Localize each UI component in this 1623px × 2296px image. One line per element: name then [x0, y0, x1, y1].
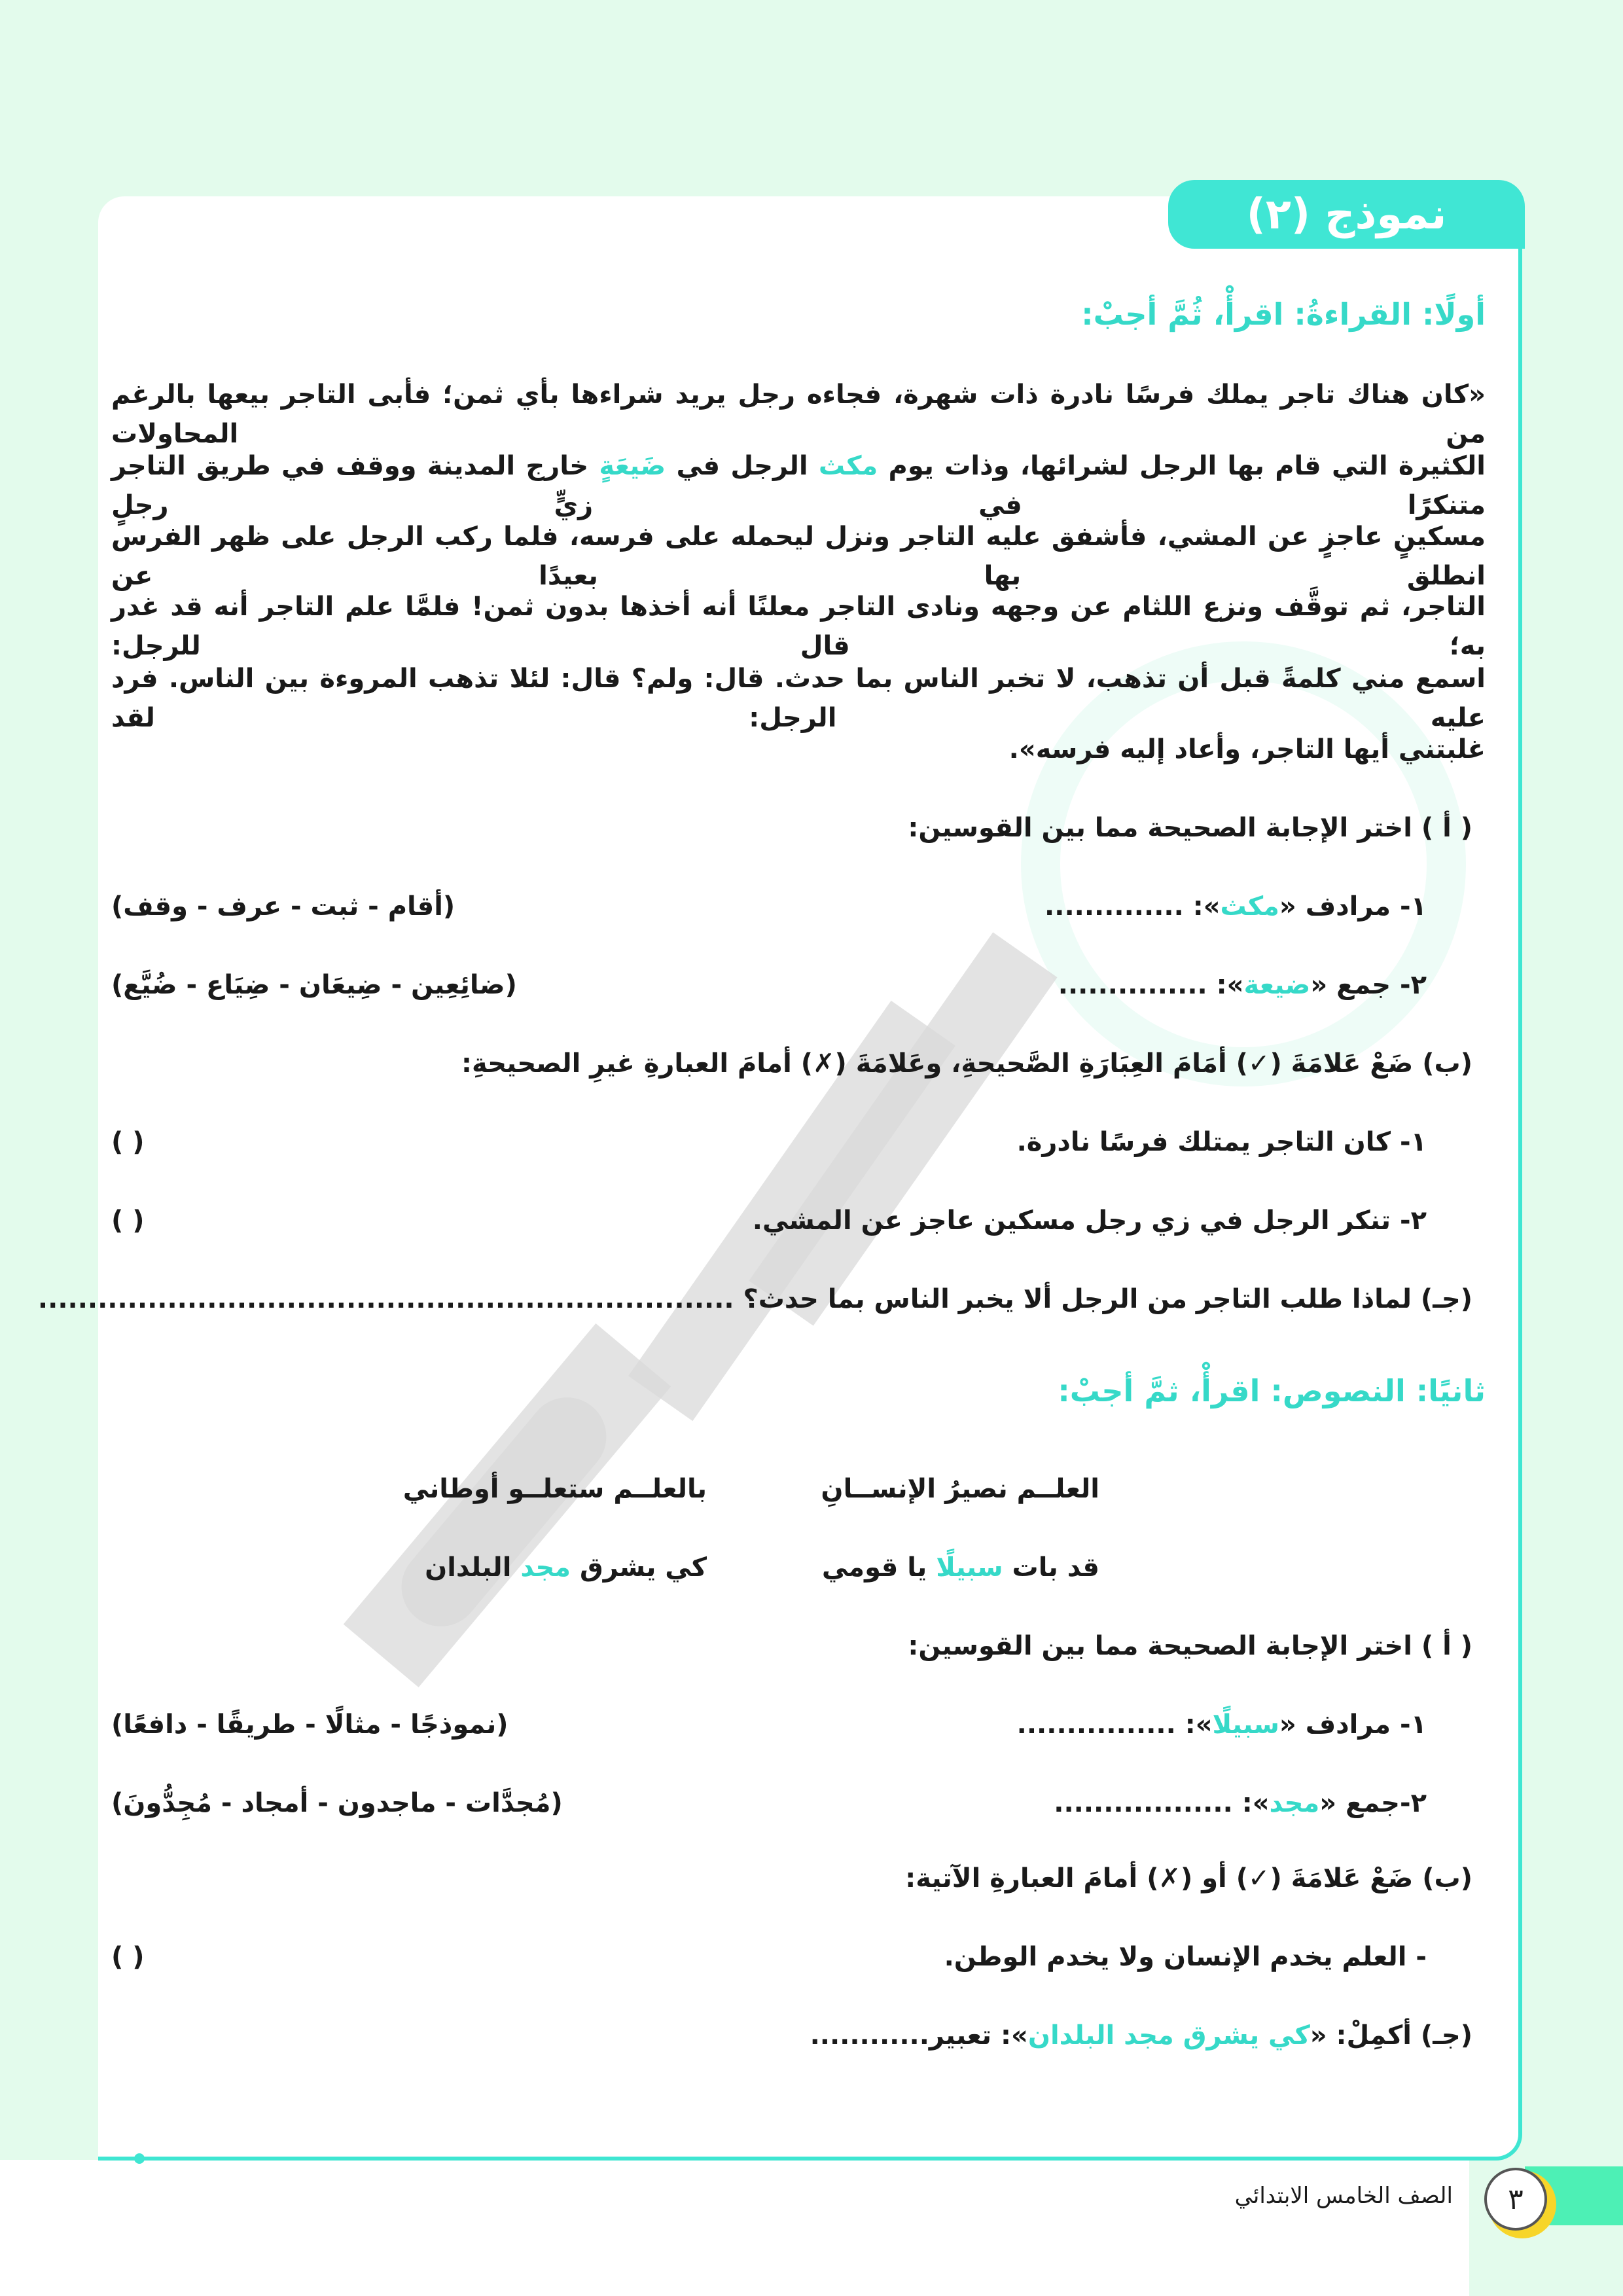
question-a-prompt: ( أ ) اختر الإجابة الصحيحة مما بين القوسين:: [908, 813, 1472, 843]
passage-line: [111, 446, 1486, 525]
passage-text: التاجر، ثم توقَّف ونزع اللثام عن وجهه ونادى التاجر معلنًا أنه أخذها بدون ثمن! فلمَّا علم التاجر أنه قد غدر به؛ قال للرجل:: [111, 592, 1486, 661]
statement-item: ٢- تنكر الرجل في زي رجل مسكين عاجز عن المشي.: [752, 1206, 1427, 1236]
question-item: [1044, 887, 1427, 926]
verse-text: كي يشرق: [571, 1552, 707, 1583]
divider-dot: [134, 2153, 145, 2164]
passage-text: غلبتني أيها التاجر، وأعاد إليه فرسه».: [1008, 734, 1486, 764]
question-item: [1017, 1705, 1427, 1744]
answer-box[interactable]: ( ): [111, 1127, 145, 1157]
answer-blank: »: تعبير............: [810, 2020, 1028, 2051]
item-text: ١- مرادف «: [1279, 891, 1427, 922]
question-item: [1058, 965, 1427, 1005]
grade-label: الصف الخامس الابتدائي: [1234, 2183, 1453, 2209]
footer-background: [0, 2160, 1469, 2296]
answer-box[interactable]: ( ): [111, 1942, 145, 1972]
highlighted-word: ضَيعَةٍ: [599, 451, 666, 481]
verse-text: قد بات: [1003, 1552, 1099, 1583]
passage-line: [111, 587, 1486, 666]
statement-item: ١- كان التاجر يمتلك فرسًا نادرة.: [1016, 1127, 1427, 1157]
passage-line: [111, 659, 1486, 738]
model-title: نموذج (٢): [1246, 190, 1447, 239]
section1-heading: أولًا: القراءةُ: اقرأْ، ثُمَّ أجبْ:: [1081, 296, 1486, 332]
answer-box[interactable]: ( ): [111, 1206, 145, 1236]
highlighted-word: سبيلًا: [1212, 1710, 1279, 1740]
passage-line: [111, 375, 1486, 454]
answer-blank: »: ..............: [1044, 891, 1221, 922]
passage-text: الرجل في: [666, 451, 819, 481]
passage-text: «كان هناك تاجر يملك فرسًا نادرة ذات شهرة، فجاءه رجل يريد شراءها بأي ثمن؛ فأبى التاجر بيعها بالرغم من المحاولات: [111, 380, 1486, 449]
question-c-prompt: (جـ) لماذا طلب التاجر من الرجل ألا يخبر الناس بما حدث؟ ......................................................................: [37, 1284, 1472, 1314]
poem-verse-left: بالعلــم ستعلــو أوطاني: [402, 1474, 707, 1504]
model-title-tab: [1168, 180, 1525, 249]
answer-blank: »: ..................: [1054, 1788, 1270, 1818]
item-text: ١- مرادف «: [1279, 1710, 1427, 1740]
passage-text: خارج المدينة ووقف في طريق التاجر متنكرًا في زيٍّ رجلٍ: [111, 451, 1486, 520]
item-text: ٢- جمع «: [1310, 970, 1427, 1000]
highlighted-quote: كي يشرق مجد البلدان: [1027, 2020, 1310, 2051]
passage-text: الكثيرة التي قام بها الرجل لشرائها، وذات يوم: [878, 451, 1486, 481]
answer-options: (أقام - ثبت - عرف - وقف): [111, 891, 455, 922]
highlighted-word: مجد: [520, 1552, 571, 1583]
question-a-prompt: ( أ ) اختر الإجابة الصحيحة مما بين القوسين:: [908, 1631, 1472, 1661]
passage-text: اسمع مني كلمةً قبل أن تذهب، لا تخبر الناس بما حدث. قال: ولم؟ قال: لئلا تذهب المروءة بين الناس. فرد عليه الرجل: لقد: [111, 664, 1486, 733]
question-b-prompt: (ب) ضَعْ عَلامَةَ (✓) أمَامَ العِبَارَةِ الصَّحيحةِ، وعَلامَةَ (✗) أمامَ العبارةِ غيرِ الصحيحةِ:: [461, 1049, 1472, 1079]
section2-heading: ثانيًا: النصوص: اقرأْ، ثمَّ أجبْ:: [1058, 1373, 1486, 1408]
highlighted-word: سبيلًا: [936, 1552, 1003, 1583]
answer-blank: »: ...............: [1058, 970, 1244, 1000]
passage-line: [111, 730, 1486, 769]
poem-verse-right: العلــم نصيرُ الإنســانِ: [821, 1474, 1099, 1504]
highlighted-word: ضيعة: [1243, 970, 1311, 1000]
verse-text: يا قومي: [821, 1552, 936, 1583]
highlighted-word: مجد: [1269, 1788, 1320, 1818]
poem-verse-left: [425, 1548, 707, 1587]
passage-text: مسكينٍ عاجزٍ عن المشي، فأشفق عليه التاجر ونزل ليحمله على فرسه، فلما ركب الرجل على ظهر الفرس انطلق بها بعيدًا عن: [111, 522, 1486, 591]
answer-options: (مُجدَّات - ماجدون - أمجاد - مُجِدُّونَ): [111, 1788, 563, 1818]
answer-options: (نموذجًا - مثالًا - طريقًا - دافعًا): [111, 1710, 508, 1740]
verse-text: البلدان: [425, 1552, 521, 1583]
poem-verse-right: [822, 1548, 1099, 1587]
highlighted-word: مكث: [818, 451, 878, 481]
highlighted-word: مكث: [1220, 891, 1279, 922]
question-c-complete: [810, 2016, 1472, 2055]
passage-line: [111, 517, 1486, 596]
answer-blank: »: ................: [1016, 1710, 1213, 1740]
item-text: ٢-جمع «: [1319, 1788, 1427, 1818]
page-number: ٣: [1508, 2182, 1524, 2216]
page-number-badge: [1484, 2168, 1547, 2231]
statement-item: - العلم يخدم الإنسان ولا يخدم الوطن.: [944, 1942, 1427, 1972]
answer-options: (ضائِعِين - ضِيعَان - ضِيَاع - ضُيَّع): [111, 970, 517, 1000]
item-text: (جـ) أكمِلْ: «: [1310, 2020, 1472, 2051]
question-b-prompt: (ب) ضَعْ عَلامَةَ (✓) أو (✗) أمامَ العبارةِ الآتية:: [905, 1863, 1472, 1893]
question-item: [1054, 1784, 1427, 1823]
